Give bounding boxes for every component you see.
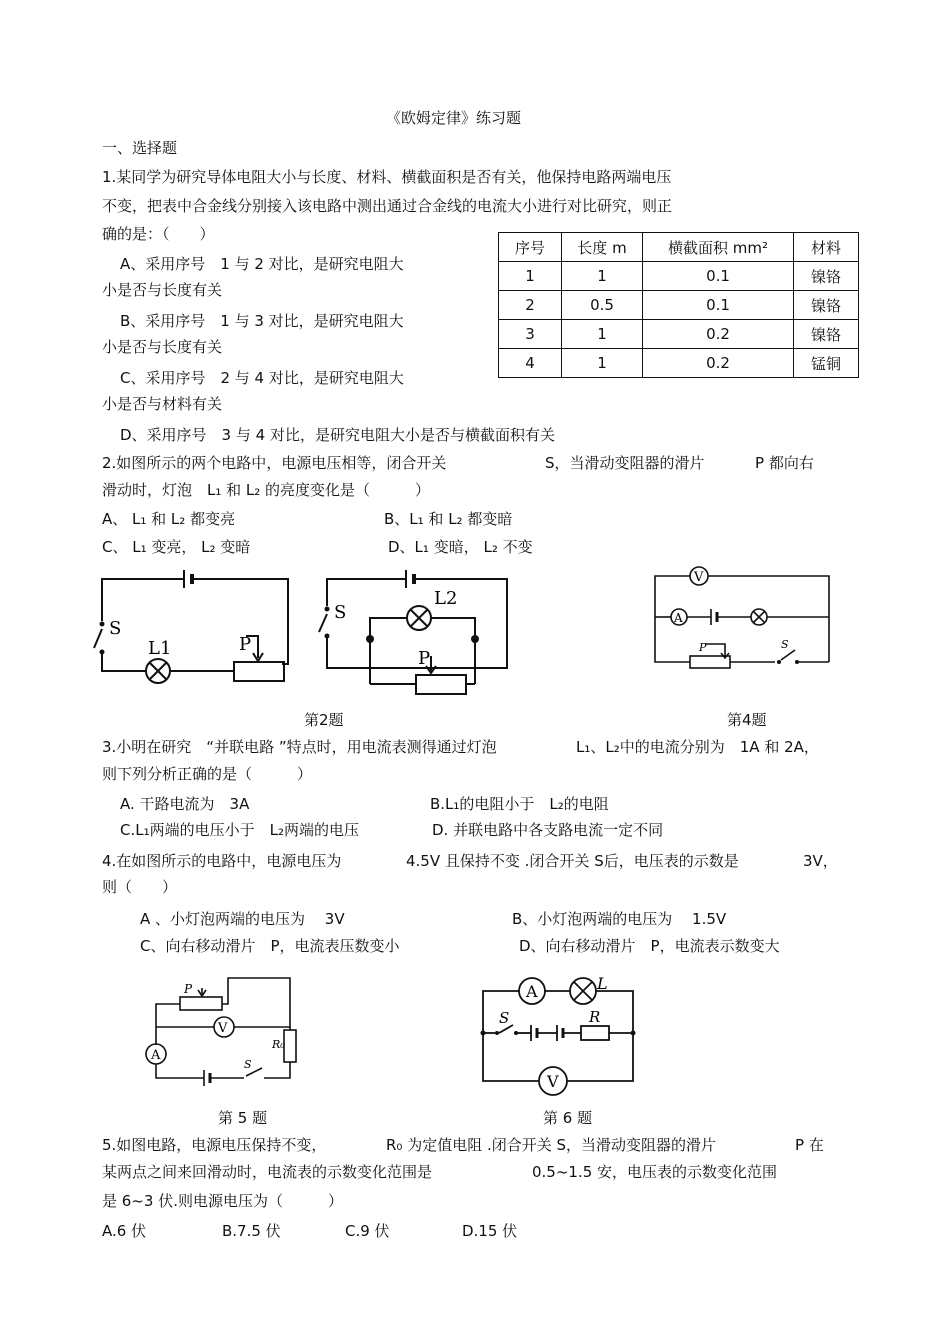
table-cell: 镍铬 [794,262,859,291]
table-cell: 3 [499,320,562,349]
q1-text-line-3: 确的是：（ ） [102,225,215,243]
lamp-l2-label: L2 [434,588,458,609]
q2-text-line-1a: 2.如图所示的两个电路中，电源电压相等，闭合开关 [102,454,447,472]
q2-circuit-series-diagram [92,566,302,696]
page-title: 《欧姆定律》练习题 [386,109,522,127]
q5-option-c: C.9 伏 [345,1222,390,1240]
q4-text-line-1b: 4.5V 且保持不变 .闭合开关 S后，电压表的示数是 [406,852,739,870]
table-row [499,291,859,320]
q1-option-c-cont: 小是否与材料有关 [102,395,223,413]
q1-option-d: D、采用序号 3 与 4 对比，是研究电阻大小是否与横截面积有关 [120,426,555,444]
table-header-row [499,233,859,262]
figure-caption-q2: 第2题 [304,711,344,729]
q4-text-line-2: 则（ ） [102,878,178,896]
table-cell: 1 [562,349,643,378]
q2-option-d: D、L₁ 变暗， L₂ 不变 [388,538,533,556]
table-cell: 1 [562,262,643,291]
q1-text-line-2: 不变，把表中合金线分别接入该电路中测出通过合金线的电流大小进行对比研究，则正 [102,197,673,215]
slider-p-label: P [418,648,431,669]
section-heading: 一、选择题 [102,139,178,157]
table-cell: 0.1 [643,291,794,320]
ammeter-label: A [674,611,683,625]
switch-s-label: S [781,638,789,651]
resistor-r0-label: R₀ [272,1038,285,1051]
switch-s-label: S [244,1058,252,1071]
q4-text-line-1c: 3V， [803,852,838,870]
q5-text-line-1b: R₀ 为定值电阻 .闭合开关 S，当滑动变阻器的滑片 [386,1136,717,1154]
table-cell: 0.1 [643,262,794,291]
table-header: 材料 [794,233,859,262]
q3-option-c: C.L₁两端的电压小于 L₂两端的电压 [120,821,359,839]
q5-option-a: A.6 伏 [102,1222,147,1240]
q4-circuit-diagram [645,562,845,682]
q1-option-a: A、采用序号 1 与 2 对比，是研究电阻大 [120,255,404,273]
q1-option-c: C、采用序号 2 与 4 对比，是研究电阻大 [120,369,404,387]
q2-circuit-parallel-diagram [312,566,522,696]
figure-caption-q5: 第 5 题 [218,1109,268,1127]
q2-option-b: B、L₁ 和 L₂ 都变暗 [384,510,513,528]
q1-text-line-1: 1.某同学为研究导体电阻大小与长度、材料、横截面积是否有关，他保持电路两端电压 [102,168,672,186]
q3-option-b: B.L₁的电阻小于 L₂的电阻 [430,795,609,813]
table-row [499,349,859,378]
table-cell: 1 [499,262,562,291]
resistor-r-label: R [589,1008,601,1026]
voltmeter-label: V [694,570,704,585]
switch-s-label: S [334,602,347,623]
q5-text-line-2a: 某两点之间来回滑动时，电流表的示数变化范围是 [102,1163,433,1181]
slider-p-label: P [699,641,707,654]
table-header: 序号 [499,233,562,262]
table-header: 长度 m [562,233,643,262]
q2-option-a: A、 L₁ 和 L₂ 都变亮 [102,510,236,528]
q5-option-b: B.7.5 伏 [222,1222,281,1240]
figure-caption-q4: 第4题 [727,711,767,729]
table-cell: 0.5 [562,291,643,320]
table-cell: 2 [499,291,562,320]
table-cell: 4 [499,349,562,378]
q6-circuit-diagram [475,965,645,1100]
q5-text-line-2b: 0.5~1.5 安，电压表的示数变化范围 [532,1163,778,1181]
switch-s-label: S [109,618,122,639]
table-row [499,320,859,349]
lamp-l1-label: L1 [148,638,172,659]
table-cell: 镍铬 [794,291,859,320]
ammeter-label: A [151,1048,161,1063]
q4-text-line-1a: 4.在如图所示的电路中，电源电压为 [102,852,342,870]
figure-caption-q6: 第 6 题 [543,1109,593,1127]
lamp-l-label: L [597,974,608,993]
q1-option-b: B、采用序号 1 与 3 对比，是研究电阻大 [120,312,404,330]
q5-text-line-1a: 5.如图电路，电源电压保持不变， [102,1136,327,1154]
q1-option-b-cont: 小是否与长度有关 [102,338,223,356]
q1-option-a-cont: 小是否与长度有关 [102,281,223,299]
table-cell: 锰铜 [794,349,859,378]
q3-text-line-2: 则下列分析正确的是（ ） [102,765,313,783]
q5-text-line-1c: P 在 [795,1136,824,1154]
q3-option-d: D. 并联电路中各支路电流一定不同 [432,821,664,839]
q2-text-line-2: 滑动时，灯泡 L₁ 和 L₂ 的亮度变化是（ ） [102,481,431,499]
materials-table [498,232,859,378]
q4-option-d: D、向右移动滑片 P，电流表示数变大 [519,937,780,955]
voltmeter-label: V [547,1072,559,1091]
q4-option-a: A 、小灯泡两端的电压为 3V [140,910,345,928]
q3-option-a: A. 干路电流为 3A [120,795,250,813]
table-cell: 0.2 [643,320,794,349]
q2-option-c: C、 L₁ 变亮， L₂ 变暗 [102,538,251,556]
q3-text-line-1b: L₁、L₂中的电流分别为 1A 和 2A， [576,738,819,756]
table-row [499,262,859,291]
table-header: 横截面积 mm² [643,233,794,262]
ammeter-label: A [526,982,538,1001]
slider-p-label: P [184,982,193,996]
switch-s-label: S [499,1009,510,1027]
q4-option-b: B、小灯泡两端的电压为 1.5V [512,910,727,928]
voltmeter-label: V [218,1021,228,1036]
table-cell: 0.2 [643,349,794,378]
table-cell: 镍铬 [794,320,859,349]
slider-p-label: P [239,634,252,655]
q4-option-c: C、向右移动滑片 P，电流表压数变小 [140,937,400,955]
q5-circuit-diagram [140,970,305,1095]
q2-text-line-1b: S，当滑动变阻器的滑片 [545,454,705,472]
q5-option-d: D.15 伏 [462,1222,518,1240]
q3-text-line-1a: 3.小明在研究 “并联电路 ”特点时，用电流表测得通过灯泡 [102,738,497,756]
q2-text-line-1c: P 都向右 [755,454,814,472]
table-cell: 1 [562,320,643,349]
q5-text-line-3: 是 6~3 伏.则电源电压为（ ） [102,1192,343,1210]
